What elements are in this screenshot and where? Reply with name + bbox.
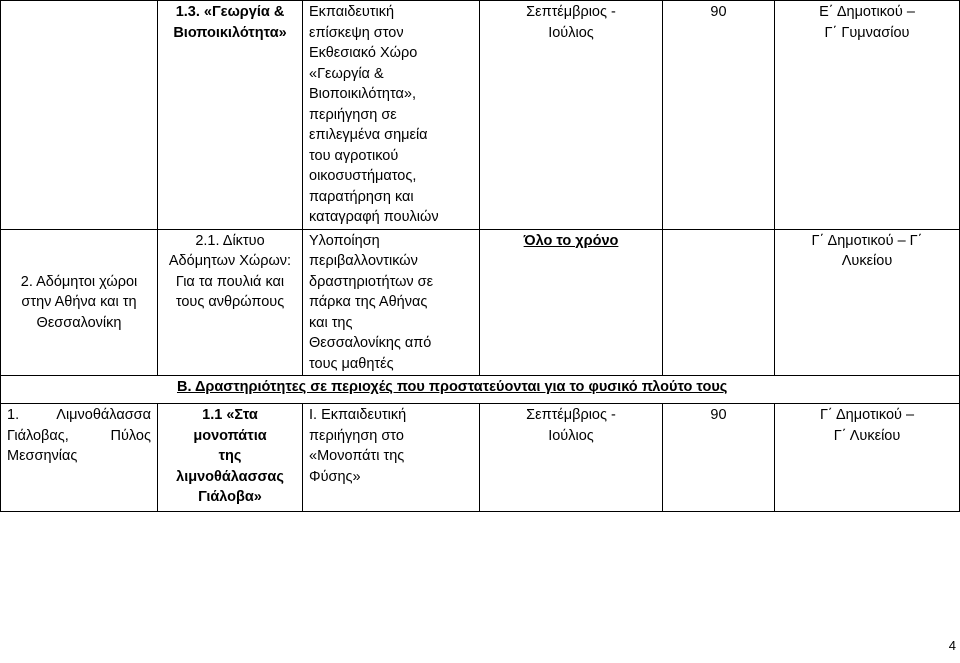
area-cell: 2. Αδόμητοι χώροι στην Αθήνα και τη Θεσσαλονίκη (1, 229, 158, 376)
period-cell: Σεπτέμβριος - Ιούλιος (480, 404, 663, 512)
grades-cell: Ε΄ Δημοτικού – Γ΄ Γυμνασίου (775, 1, 960, 230)
area-cell: 1. Λιμνοθάλασσα Γιάλοβας, Πύλος Μεσσηνίας (1, 404, 158, 512)
section-heading-row (1, 376, 960, 404)
table-row (1, 404, 960, 512)
duration-cell: 90 (663, 404, 775, 512)
area-cell (1, 1, 158, 230)
activity-cell: Ι. Εκπαιδευτική περιήγηση στο «Μονοπάτι της Φύσης» (303, 404, 480, 512)
sub-area-cell: 1.1 «Στα μονοπάτια της λιμνοθάλασσας Γιάλοβα» (158, 404, 303, 512)
grades-cell: Γ΄ Δημοτικού – Γ΄ Λυκείου (775, 404, 960, 512)
activity-cell: Υλοποίηση περιβαλλοντικών δραστηριοτήτων σε πάρκα της Αθήνας και της Θεσσαλονίκης από τους μαθητές (303, 229, 480, 376)
grades-cell: Γ΄ Δημοτικού – Γ΄ Λυκείου (775, 229, 960, 376)
table-row (1, 1, 960, 230)
duration-cell: 90 (663, 1, 775, 230)
period-cell: Σεπτέμβριος - Ιούλιος (480, 1, 663, 230)
section-b-heading: Β. Δραστηριότητες σε περιοχές που προστατεύονται για το φυσικό πλούτο τους (1, 376, 960, 404)
sub-area-cell: 1.3. «Γεωργία & Βιοποικιλότητα» (158, 1, 303, 230)
activity-cell: Εκπαιδευτική επίσκεψη στον Εκθεσιακό Χώρο «Γεωργία & Βιοποικιλότητα», περιήγηση σε επιλεγμένα σημεία του αγροτικού οικοσυστήματος, παρατήρηση και καταγραφή πουλιών (303, 1, 480, 230)
page-number: 4 (948, 638, 956, 653)
duration-cell (663, 229, 775, 376)
period-cell: Όλο το χρόνο (480, 229, 663, 376)
sub-area-cell: 2.1. Δίκτυο Αδόμητων Χώρων: Για τα πουλιά και τους ανθρώπους (158, 229, 303, 376)
table-row (1, 229, 960, 376)
